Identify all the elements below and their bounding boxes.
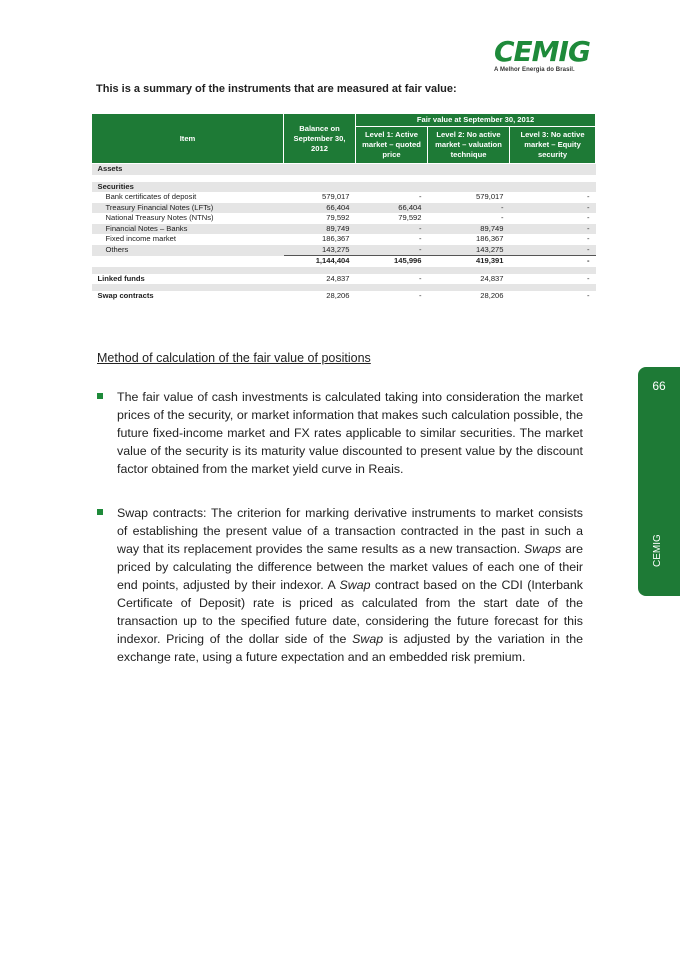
table-row-linked-funds: [92, 274, 596, 285]
cell-level1: -: [418, 273, 422, 283]
cell-level1: -: [418, 291, 422, 300]
row-label: Securities: [92, 182, 284, 193]
cell-level3: -: [587, 234, 590, 243]
col-header-group: Fair value at September 30, 2012: [356, 114, 596, 127]
cemig-logo: [494, 35, 590, 73]
cell-level2: 143,275: [428, 245, 510, 256]
cell-balance: 143,275: [284, 245, 356, 256]
cell-level3: -: [510, 256, 596, 267]
cell-level1: 79,592: [398, 213, 422, 222]
cell-level2: 419,391: [428, 256, 510, 267]
list-item: [97, 504, 583, 666]
cell-level3: -: [587, 213, 590, 222]
table-row: [92, 213, 596, 224]
list-item: [97, 388, 583, 478]
side-tab: [638, 367, 680, 596]
table-row-securities: [92, 182, 596, 193]
cell-level2: 186,367: [476, 234, 504, 243]
cell-level3: -: [510, 224, 596, 235]
cell-level3: -: [587, 273, 590, 283]
text-run: contract based on the CDI (Interbank Certificate of Deposit) rate is priced as calculated from the start date of the transaction up to the specified future date, considering the future forecast for this indexor. Pricing of the dollar side of the: [117, 578, 583, 646]
cell-level3: -: [510, 245, 596, 256]
cell-level1: -: [418, 234, 422, 243]
cell-level3: -: [587, 192, 590, 201]
row-label: Fixed income market: [105, 234, 176, 243]
table-row: [92, 245, 596, 256]
col-header-balance: Balance on September 30, 2012: [284, 114, 356, 164]
side-label: CEMIG: [652, 534, 663, 567]
logo-wordmark: CEMIG: [494, 35, 590, 68]
text-run: is adjusted by the variation in the exchange rate, using a future expectation and an embedded risk premium.: [117, 632, 584, 664]
square-bullet-icon: [97, 509, 103, 515]
cell-level2: -: [500, 213, 504, 222]
section-heading: Method of calculation of the fair value of positions: [97, 351, 371, 365]
text-run: are priced by calculating the difference between the market values of each one of their end points, adjusted by their indexor. A: [117, 542, 583, 592]
cell-level1: -: [356, 245, 428, 256]
col-header-level3: Level 3: No active market – Equity security: [510, 127, 596, 164]
cell-level2: -: [428, 203, 510, 214]
col-header-item: Item: [92, 114, 284, 164]
text-run-italic: Swap: [339, 578, 371, 592]
cell-level3: -: [587, 291, 590, 300]
bullet-text: [117, 504, 583, 666]
bullet-list: [97, 388, 583, 692]
table-spacer: [92, 175, 596, 182]
cell-balance: 186,367: [322, 234, 350, 243]
cell-level2: 24,837: [480, 273, 504, 283]
col-header-level2: Level 2: No active market – valuation technique: [428, 127, 510, 164]
fair-value-table: [91, 113, 596, 302]
cell-level1: 66,404: [356, 203, 428, 214]
row-label: Swap contracts: [97, 291, 154, 300]
row-label: Others: [92, 245, 284, 256]
cell-level1: 145,996: [356, 256, 428, 267]
cell-level2: 579,017: [476, 192, 504, 201]
row-label: National Treasury Notes (NTNs): [105, 213, 214, 222]
cell-balance: 89,749: [284, 224, 356, 235]
bullet-text: The fair value of cash investments is calculated taking into consideration the market prices of the security, or market information that makes such calculation possible, the future fixed-income market and FX rates applicable to similar securities. The market value of the security is its maturity value discounted to present value by the discount factor obtained from the market yield curve in Reais.: [117, 390, 583, 476]
table-spacer: [92, 284, 596, 291]
col-header-level1: Level 1: Active market – quoted price: [356, 127, 428, 164]
row-label: Assets: [92, 164, 284, 175]
cell-level2: 28,206: [480, 291, 504, 300]
text-run: Swap contracts: The criterion for marking derivative instruments to market consists of establishing the present value of a transaction contracted in the past in such a way that its replacement provides the same results as a new transaction.: [117, 506, 583, 556]
cell-balance: 66,404: [284, 203, 356, 214]
row-label: Bank certificates of deposit: [105, 192, 197, 201]
cell-balance: 24,837: [326, 273, 350, 283]
cell-balance: 579,017: [322, 192, 350, 201]
row-label: Treasury Financial Notes (LFTs): [92, 203, 284, 214]
cell-balance: 79,592: [326, 213, 350, 222]
cell-level2: 89,749: [428, 224, 510, 235]
table-row: [92, 192, 596, 203]
cell-balance: 1,144,404: [284, 256, 356, 267]
text-run-italic: Swaps: [524, 542, 562, 556]
intro-text: This is a summary of the instruments that are measured at fair value:: [96, 83, 457, 95]
cell-level3: -: [510, 203, 596, 214]
cell-level1: -: [418, 192, 422, 201]
text-run-italic: Swap: [352, 632, 384, 646]
row-label: Linked funds: [97, 273, 145, 283]
table-row-subtotal: [92, 256, 596, 267]
table-row-swap: [92, 291, 596, 302]
logo-tagline: A Melhor Energia do Brasil.: [494, 67, 575, 73]
table-row: [92, 224, 596, 235]
table-row-assets: [92, 164, 596, 175]
cell-level1: -: [356, 224, 428, 235]
table-row: [92, 203, 596, 214]
page-number: 66: [652, 379, 666, 393]
table-spacer: [92, 267, 596, 274]
cell-balance: 28,206: [326, 291, 350, 300]
square-bullet-icon: [97, 393, 103, 399]
table-row: [92, 234, 596, 245]
row-label: Financial Notes – Banks: [92, 224, 284, 235]
